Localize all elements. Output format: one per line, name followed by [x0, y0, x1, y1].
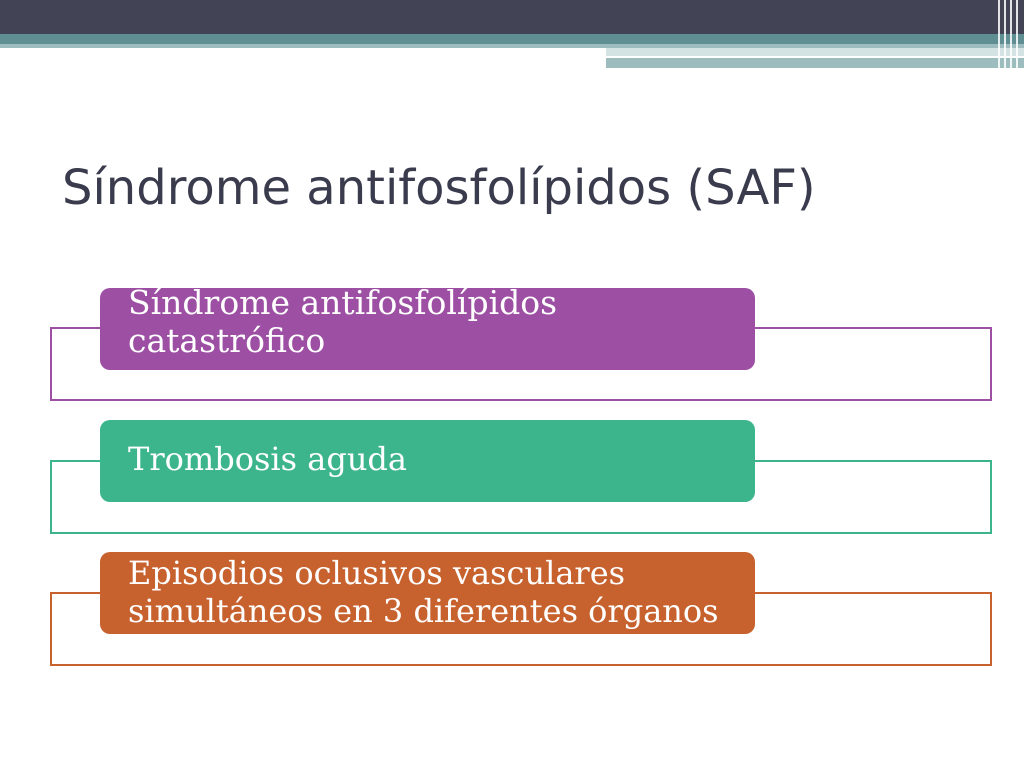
header-band-teal [0, 34, 1024, 44]
item-2-line-1: Trombosis aguda [128, 440, 407, 478]
item-3-line-1: Episodios oclusivos vasculares [128, 554, 626, 592]
header-accent-line [826, 56, 948, 58]
item-1-line-2: catastrófico [128, 321, 326, 360]
header-accent-strip [606, 48, 1024, 56]
header-accent-strip-lower [606, 58, 1024, 68]
item-box-1 [100, 283, 755, 370]
item-box-2 [100, 420, 755, 502]
header-band-dark [0, 0, 1024, 34]
item-3-line-2: simultáneos en 3 diferentes órganos [128, 592, 719, 630]
header-vertical-bars [994, 0, 1024, 70]
item-box-3 [100, 552, 755, 634]
item-1-line-1: Síndrome antifosfolípidos [128, 283, 558, 322]
slide-title: Síndrome antifosfolípidos (SAF) [62, 160, 816, 216]
